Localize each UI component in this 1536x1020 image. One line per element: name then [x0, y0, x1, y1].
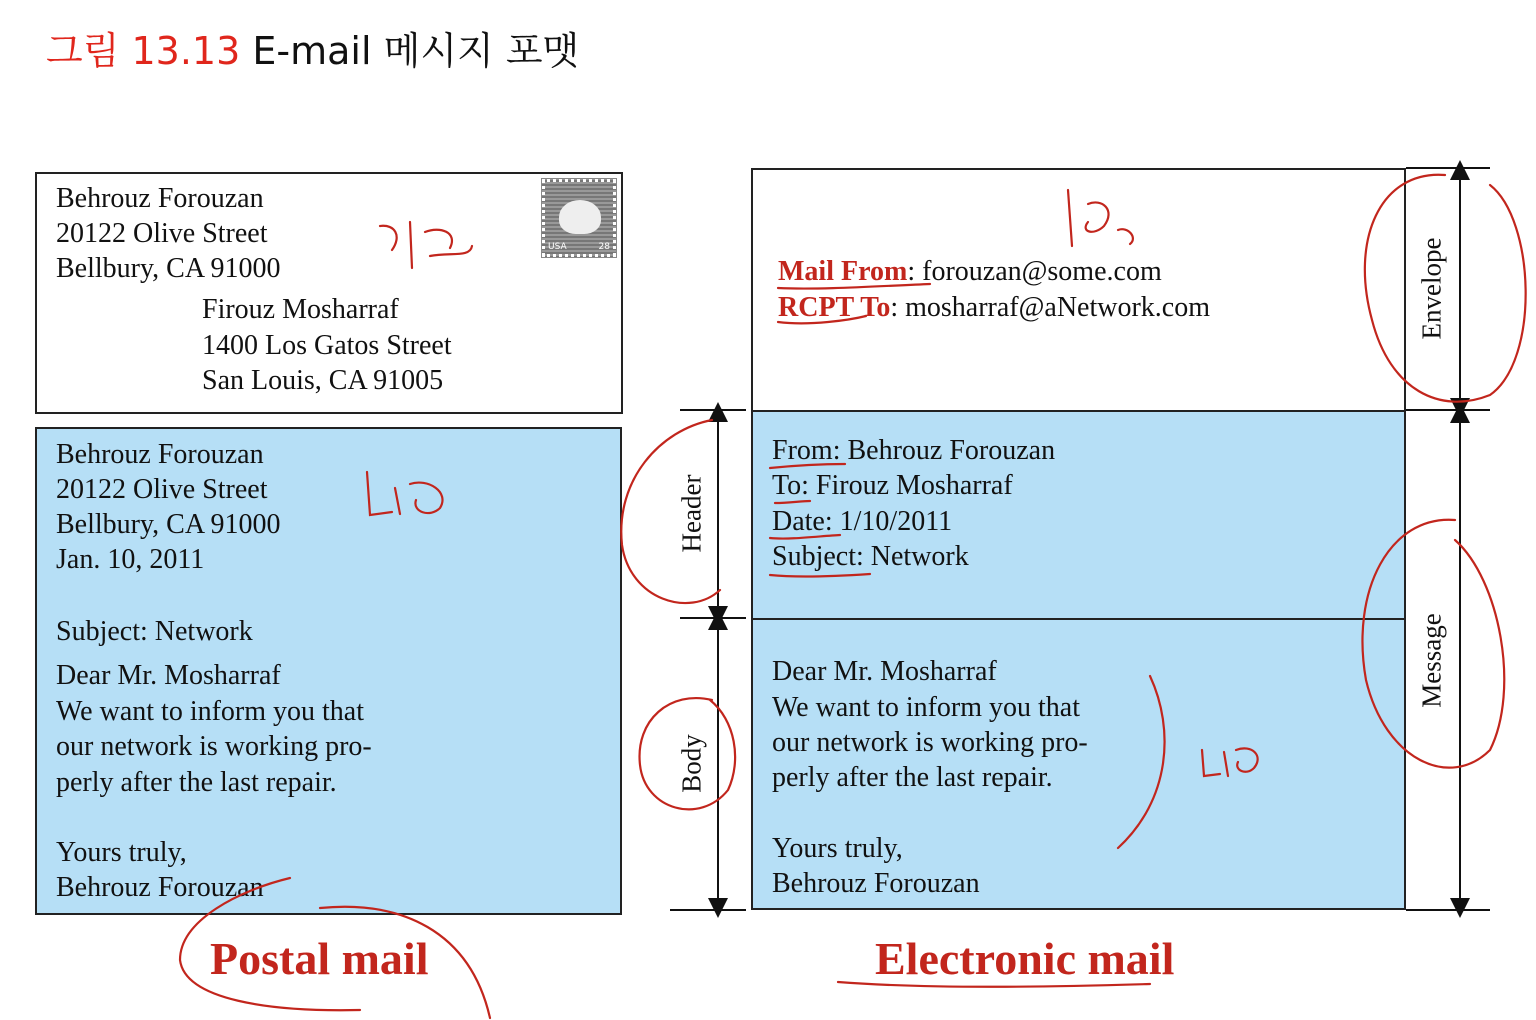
postal-from-line-2: 20122 Olive Street [56, 218, 268, 249]
stamp-country: USA [548, 242, 567, 252]
body-signature: Behrouz Forouzan [772, 868, 980, 899]
letter-signature: Behrouz Forouzan [56, 872, 264, 903]
mail-from-label: Mail From [778, 256, 908, 287]
letter-body-line-4: perly after the last repair. [56, 767, 337, 798]
letter-date: Jan. 10, 2011 [56, 544, 205, 575]
postal-to-line-1: Firouz Mosharraf [202, 294, 399, 325]
postal-to-line-2: 1400 Los Gatos Street [202, 330, 452, 361]
body-line-2: We want to inform you that [772, 692, 1081, 723]
header-from-value: : Behrouz Forouzan [832, 435, 1056, 466]
rcpt-to-value: : mosharraf@aNetwork.com [890, 292, 1211, 323]
header-subject-key: Subject [772, 541, 856, 572]
letter-body-line-2: We want to inform you that [56, 696, 365, 727]
stamp-value: 28 [598, 242, 610, 252]
body-line-3: our network is working pro- [772, 727, 1088, 758]
letter-address-line-3: Bellbury, CA 91000 [56, 509, 281, 540]
electronic-mail-caption: Electronic mail [875, 933, 1175, 984]
postal-from-line-1: Behrouz Forouzan [56, 183, 264, 214]
header-label: Header [676, 474, 707, 553]
header-from-key: From [772, 435, 833, 466]
postal-to-line-3: San Louis, CA 91005 [202, 365, 444, 396]
body-line-4: perly after the last repair. [772, 762, 1053, 793]
figure-number: 그림 13.13 [46, 29, 241, 73]
header-to-value: : Firouz Mosharraf [801, 470, 1013, 501]
header-subject-value: : Network [856, 541, 969, 572]
figure-title-text: E-mail 메시지 포맷 [252, 29, 580, 73]
letter-subject: Subject: Network [56, 616, 253, 647]
letter-body-line-3: our network is working pro- [56, 731, 372, 762]
body-closing: Yours truly, [772, 833, 903, 864]
message-label: Message [1416, 613, 1447, 708]
letter-address-line-2: 20122 Olive Street [56, 474, 268, 505]
header-date-value: : 1/10/2011 [824, 506, 953, 537]
rcpt-to-label: RCPT To [778, 292, 891, 323]
letter-address-line-1: Behrouz Forouzan [56, 439, 264, 470]
letter-body-line-1: Dear Mr. Mosharraf [56, 660, 281, 691]
envelope-label: Envelope [1416, 237, 1447, 340]
body-label: Body [676, 734, 707, 793]
postal-from-line-3: Bellbury, CA 91000 [56, 253, 281, 284]
postal-mail-caption: Postal mail [210, 933, 429, 984]
header-to-key: To [772, 470, 802, 501]
header-date-key: Date [772, 506, 825, 537]
letter-closing: Yours truly, [56, 837, 187, 868]
body-line-1: Dear Mr. Mosharraf [772, 656, 997, 687]
mail-from-value: : forouzan@some.com [907, 256, 1162, 287]
